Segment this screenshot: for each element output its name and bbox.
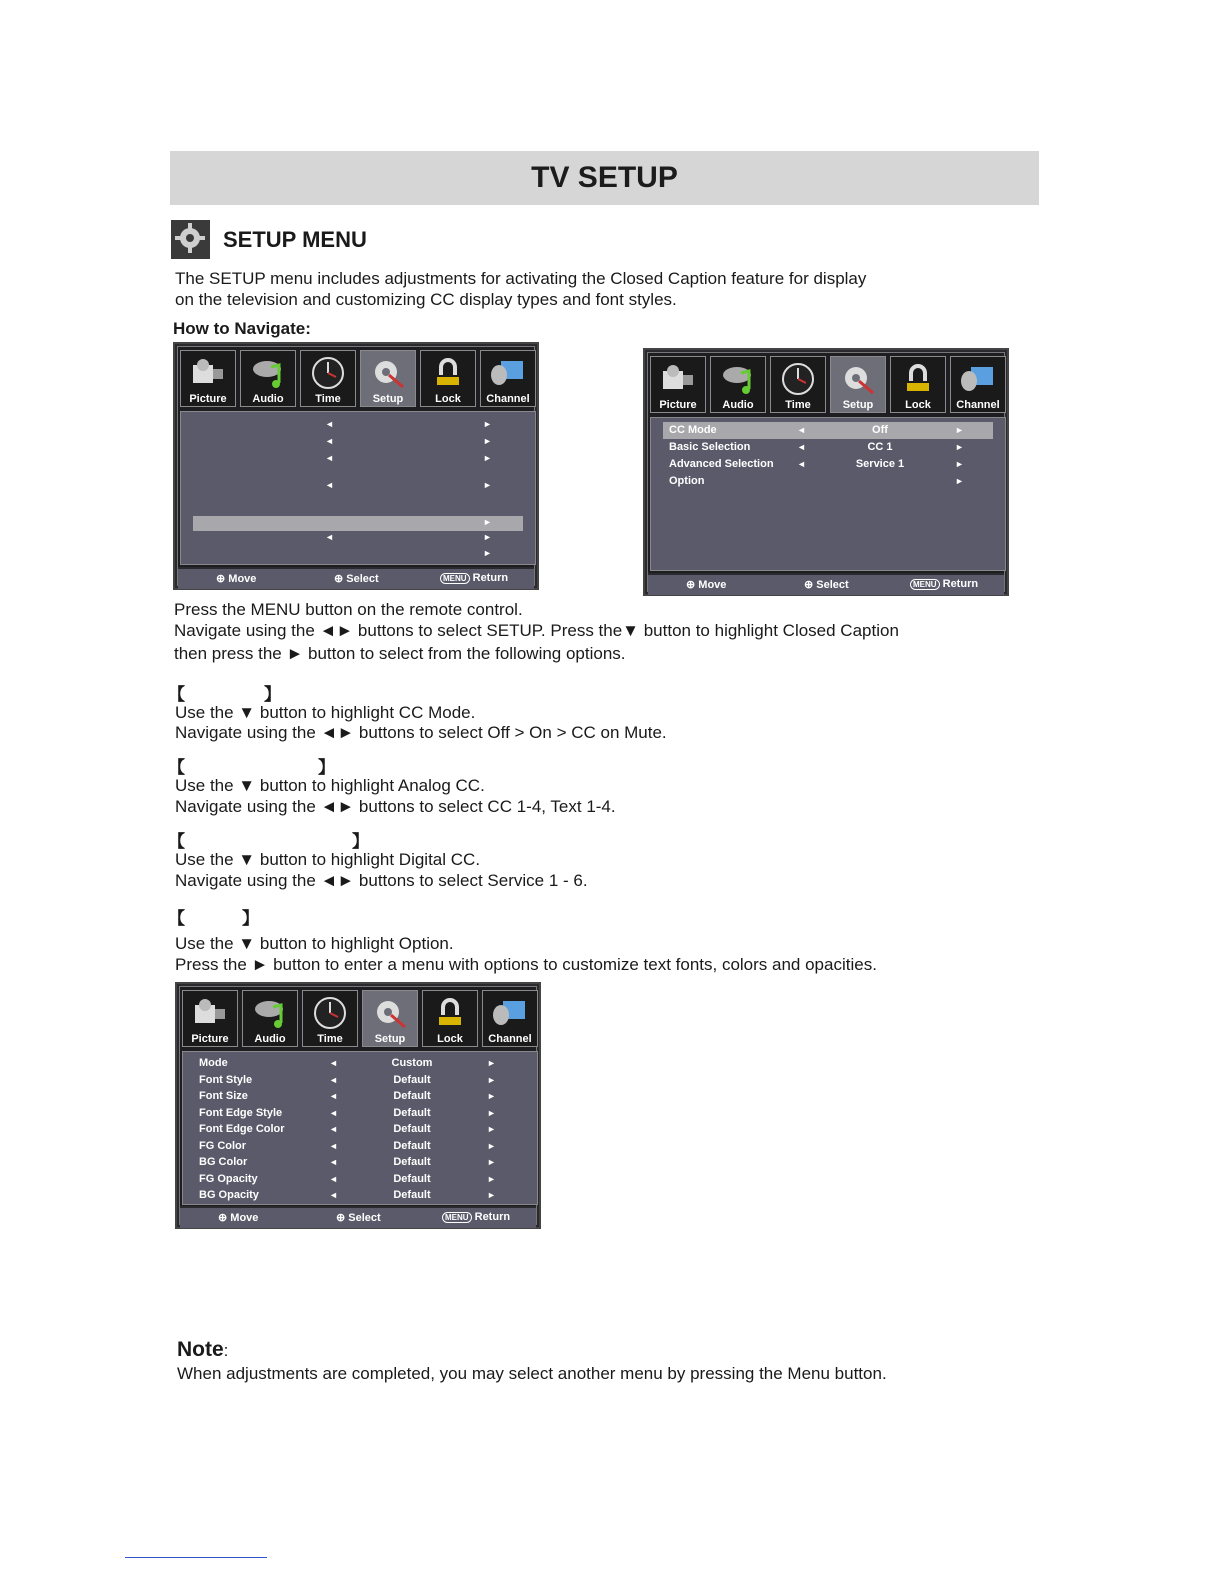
list-item[interactable]: ◄ ► bbox=[325, 453, 492, 463]
lock-icon bbox=[429, 357, 467, 389]
tab-setup: Setup bbox=[362, 990, 418, 1047]
lock-icon bbox=[431, 997, 469, 1029]
note-text: When adjustments are completed, you may select another menu by pressing the Menu button. bbox=[177, 1364, 887, 1383]
lock-icon bbox=[899, 363, 937, 395]
camera-icon bbox=[191, 997, 229, 1029]
list-item[interactable]: BG Opacity ◄ Default ► bbox=[199, 1189, 496, 1201]
list-item[interactable]: Font Edge Color ◄ Default ► bbox=[199, 1123, 496, 1135]
list-item[interactable]: Mode ◄ Custom ► bbox=[199, 1057, 496, 1069]
music-note-icon bbox=[251, 997, 289, 1029]
tab-channel: Channel bbox=[950, 356, 1006, 413]
option-bracket-open: 【 bbox=[168, 909, 185, 928]
option-bracket-open: 【 bbox=[168, 685, 185, 704]
satellite-dish-icon bbox=[491, 997, 529, 1029]
list-item[interactable]: Font Style ◄ Default ► bbox=[199, 1074, 496, 1086]
tab-audio: Audio bbox=[240, 350, 296, 407]
return-hint: MENU Return bbox=[442, 1211, 510, 1223]
tab-picture: Picture bbox=[180, 350, 236, 407]
clock-icon bbox=[779, 363, 817, 395]
tab-audio: Audio bbox=[242, 990, 298, 1047]
list-item[interactable]: Font Edge Style ◄ Default ► bbox=[199, 1107, 496, 1119]
option-advanced-line-2: Navigate using the ◄► buttons to select Service 1 - 6. bbox=[175, 871, 588, 890]
satellite-dish-icon bbox=[489, 357, 527, 389]
tab-setup: Setup bbox=[360, 350, 416, 407]
cc-mode-row[interactable]: CC Mode ◄ Off ► bbox=[663, 422, 993, 439]
title-banner bbox=[170, 151, 1039, 205]
list-item[interactable]: Font Size ◄ Default ► bbox=[199, 1090, 496, 1102]
menu-panel bbox=[180, 411, 536, 565]
section-title: SETUP MENU bbox=[223, 227, 367, 252]
list-item[interactable]: ◄ ► bbox=[325, 532, 492, 542]
option-bracket-close: 】 bbox=[242, 909, 259, 928]
tv-menu-cc-option bbox=[175, 982, 541, 1229]
navigate-heading: How to Navigate: bbox=[173, 319, 311, 338]
tab-audio: Audio bbox=[710, 356, 766, 413]
satellite-dish-icon bbox=[959, 363, 997, 395]
option-bracket-close: 】 bbox=[264, 685, 281, 704]
option-advanced-line-1: Use the ▼ button to highlight Digital CC. bbox=[175, 850, 481, 869]
option-bracket-open: 【 bbox=[168, 758, 185, 777]
option-cc-mode-line-1: Use the ▼ button to highlight CC Mode. bbox=[175, 703, 476, 722]
list-item[interactable]: FG Color ◄ Default ► bbox=[199, 1140, 496, 1152]
menu-footer bbox=[180, 1206, 536, 1228]
tab-picture: Picture bbox=[650, 356, 706, 413]
select-hint: ⊕ Select bbox=[336, 1212, 381, 1224]
camera-icon bbox=[659, 363, 697, 395]
page-title: TV SETUP bbox=[531, 161, 678, 194]
option-row[interactable]: Option ► bbox=[669, 475, 964, 487]
tab-lock: Lock bbox=[422, 990, 478, 1047]
menu-panel bbox=[650, 417, 1006, 571]
tab-channel: Channel bbox=[480, 350, 536, 407]
music-note-icon bbox=[719, 363, 757, 395]
option-bracket-close: 】 bbox=[318, 758, 335, 777]
tab-channel: Channel bbox=[482, 990, 538, 1047]
intro-line-1: The SETUP menu includes adjustments for activating the Closed Caption feature for display bbox=[175, 269, 867, 288]
return-hint: MENU Return bbox=[910, 578, 978, 590]
tab-setup: Setup bbox=[830, 356, 886, 413]
option-option-line-2: Press the ► button to enter a menu with options to customize text fonts, colors and opacities. bbox=[175, 955, 877, 974]
tab-time: Time bbox=[302, 990, 358, 1047]
footer-rule bbox=[125, 1557, 267, 1558]
option-basic-line-2: Navigate using the ◄► buttons to select CC 1-4, Text 1-4. bbox=[175, 797, 616, 816]
return-hint: MENU Return bbox=[440, 572, 508, 584]
tab-lock: Lock bbox=[420, 350, 476, 407]
gear-icon bbox=[369, 357, 407, 389]
intro-line-2: on the television and customizing CC display types and font styles. bbox=[175, 290, 677, 309]
list-item[interactable]: FG Opacity ◄ Default ► bbox=[199, 1173, 496, 1185]
camera-icon bbox=[189, 357, 227, 389]
option-cc-mode-line-2: Navigate using the ◄► buttons to select Off > On > CC on Mute. bbox=[175, 723, 667, 742]
menu-footer bbox=[648, 573, 1004, 595]
list-item[interactable]: ► bbox=[483, 548, 492, 558]
gear-icon bbox=[371, 997, 409, 1029]
option-bracket-close: 】 bbox=[352, 832, 369, 851]
move-hint: ⊕ Move bbox=[218, 1212, 259, 1224]
clock-icon bbox=[309, 357, 347, 389]
note-heading: Note: bbox=[177, 1338, 229, 1361]
move-hint: ⊕ Move bbox=[686, 579, 727, 591]
list-item[interactable]: BG Color ◄ Default ► bbox=[199, 1156, 496, 1168]
basic-selection-row[interactable]: Basic Selection ◄ CC 1 ► bbox=[669, 441, 964, 453]
select-hint: ⊕ Select bbox=[334, 573, 379, 585]
tv-menu-setup bbox=[173, 342, 539, 590]
option-bracket-open: 【 bbox=[168, 832, 185, 851]
music-note-icon bbox=[249, 357, 287, 389]
menu-footer bbox=[178, 567, 534, 589]
list-item[interactable]: ◄ ► bbox=[325, 419, 492, 429]
instruction-line-1: Press the MENU button on the remote control. bbox=[174, 600, 523, 619]
option-option-line-1: Use the ▼ button to highlight Option. bbox=[175, 934, 454, 953]
tab-picture: Picture bbox=[182, 990, 238, 1047]
option-basic-line-1: Use the ▼ button to highlight Analog CC. bbox=[175, 776, 485, 795]
tab-time: Time bbox=[300, 350, 356, 407]
instruction-line-2: Navigate using the ◄► buttons to select SETUP. Press the▼ button to highlight Closed Caption bbox=[174, 621, 899, 640]
gear-icon bbox=[839, 363, 877, 395]
list-item[interactable]: ◄ ► bbox=[325, 436, 492, 446]
tv-menu-closed-caption bbox=[643, 348, 1009, 596]
tab-time: Time bbox=[770, 356, 826, 413]
move-hint: ⊕ Move bbox=[216, 573, 257, 585]
clock-icon bbox=[311, 997, 349, 1029]
list-item-highlighted[interactable]: ► bbox=[193, 516, 523, 531]
advanced-selection-row[interactable]: Advanced Selection ◄ Service 1 ► bbox=[669, 458, 964, 470]
select-hint: ⊕ Select bbox=[804, 579, 849, 591]
menu-panel bbox=[182, 1051, 538, 1205]
tab-lock: Lock bbox=[890, 356, 946, 413]
gear-icon bbox=[171, 220, 210, 259]
instruction-line-3: then press the ► button to select from the following options. bbox=[174, 644, 626, 663]
list-item[interactable]: ◄ ► bbox=[325, 480, 492, 490]
